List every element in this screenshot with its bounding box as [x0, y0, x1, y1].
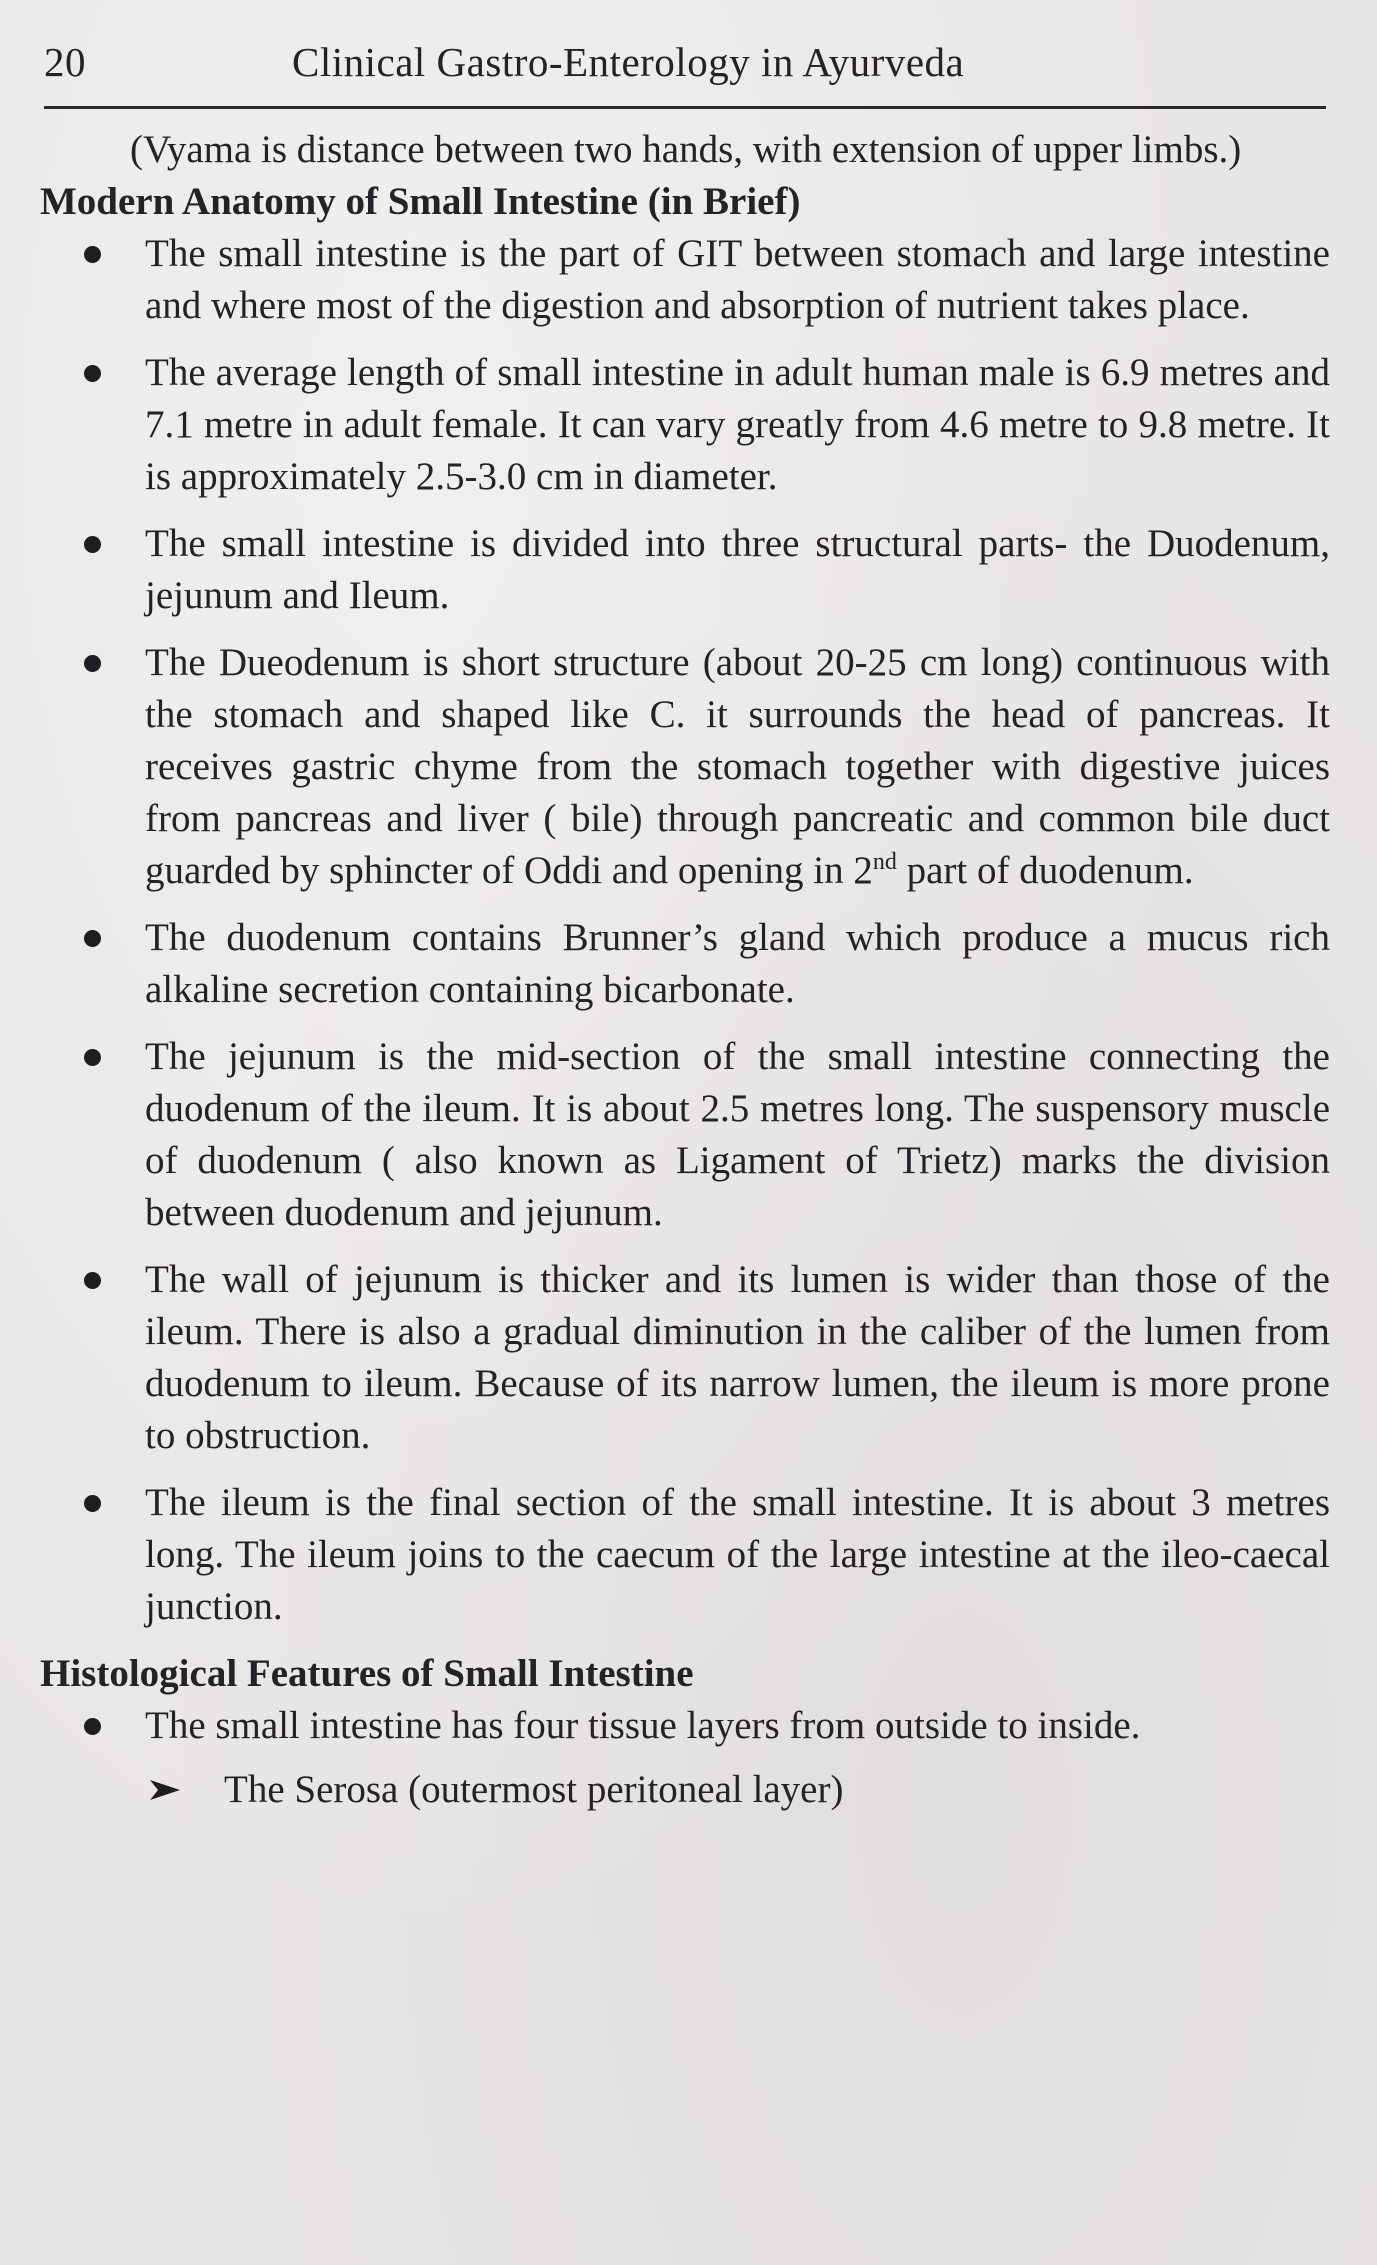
list-item — [40, 347, 1330, 503]
duodenum-text: The Dueodenum is short structure (about 20-25 cm long) continuous with the stomach and shaped like C. it surrounds the head of pancreas. It receives gastric chyme from the stomach together with digestive juices from pancreas and liver ( bile) through pancreatic and common bile duct guarded by sphincter of Oddi and opening in 2 — [145, 641, 1330, 892]
list-item-text: The ileum is the final section of the small intestine. It is about 3 metres long. The ileum joins to the caecum of the large intestine at the ileo-caecal junction. — [145, 1481, 1330, 1628]
list-item-text — [145, 641, 1330, 892]
list-item — [40, 228, 1330, 332]
list-item — [40, 1254, 1330, 1462]
list-item-text: The jejunum is the mid-section of the small intestine connecting the duodenum of the ileum. It is about 2.5 metres long. The suspensory muscle of duodenum ( also known as Ligament of Trietz) marks the division between duodenum and jejunum. — [145, 1035, 1330, 1234]
bullet-icon — [84, 1272, 101, 1289]
bullet-icon — [84, 536, 101, 553]
list-item — [40, 1477, 1330, 1633]
page-body — [40, 124, 1330, 1816]
arrowhead-icon — [148, 1778, 182, 1802]
list-item-text: The duodenum contains Brunner’s gland which produce a mucus rich alkaline secretion containing bicarbonate. — [145, 916, 1330, 1011]
duodenum-text-end: part of duodenum. — [896, 849, 1194, 892]
list-item-text: The small intestine is the part of GIT between stomach and large intestine and where most of the digestion and absorption of nutrient takes place. — [145, 232, 1330, 327]
list-item — [40, 912, 1330, 1016]
list-item — [40, 1031, 1330, 1239]
sub-list-item — [40, 1764, 1330, 1816]
bullet-icon — [84, 246, 101, 263]
list-item — [40, 1700, 1330, 1752]
page-header — [44, 38, 1324, 110]
bullet-icon — [84, 1049, 101, 1066]
ordinal-superscript: nd — [872, 849, 897, 875]
bullet-icon — [84, 655, 101, 672]
section-heading-histology: Histological Features of Small Intestine — [40, 1652, 694, 1695]
list-item-text: The small intestine is divided into three structural parts- the Duodenum, jejunum and Ileum. — [145, 522, 1330, 617]
sub-list-item-text: The Serosa (outermost peritoneal layer) — [224, 1768, 844, 1811]
intro-note: (Vyama is distance between two hands, with extension of upper limbs.) — [130, 128, 1242, 171]
list-item-text: The wall of jejunum is thicker and its lumen is wider than those of the ileum. There is also a gradual diminution in the caliber of the lumen from duodenum to ileum. Because of its narrow lumen, the ileum is more prone to obstruction. — [145, 1258, 1330, 1457]
list-item-text: The average length of small intestine in adult human male is 6.9 metres and 7.1 metre in adult female. It can vary greatly from 4.6 metre to 9.8 metre. It is approximately 2.5-3.0 cm in diameter. — [145, 351, 1330, 498]
header-rule — [44, 106, 1326, 109]
bullet-icon — [84, 1718, 101, 1735]
modern-anatomy-list — [40, 228, 1330, 1633]
list-item — [40, 518, 1330, 622]
bullet-icon — [84, 365, 101, 382]
running-title: Clinical Gastro-Enterology in Ayurveda — [292, 39, 965, 85]
bullet-icon — [84, 930, 101, 947]
histology-list — [40, 1700, 1330, 1752]
section-heading-modern-anatomy: Modern Anatomy of Small Intestine (in Brief) — [40, 180, 801, 223]
bullet-icon — [84, 1495, 101, 1512]
page-number: 20 — [44, 39, 86, 85]
list-item-text: The small intestine has four tissue layers from outside to inside. — [145, 1704, 1141, 1747]
list-item — [40, 637, 1330, 897]
